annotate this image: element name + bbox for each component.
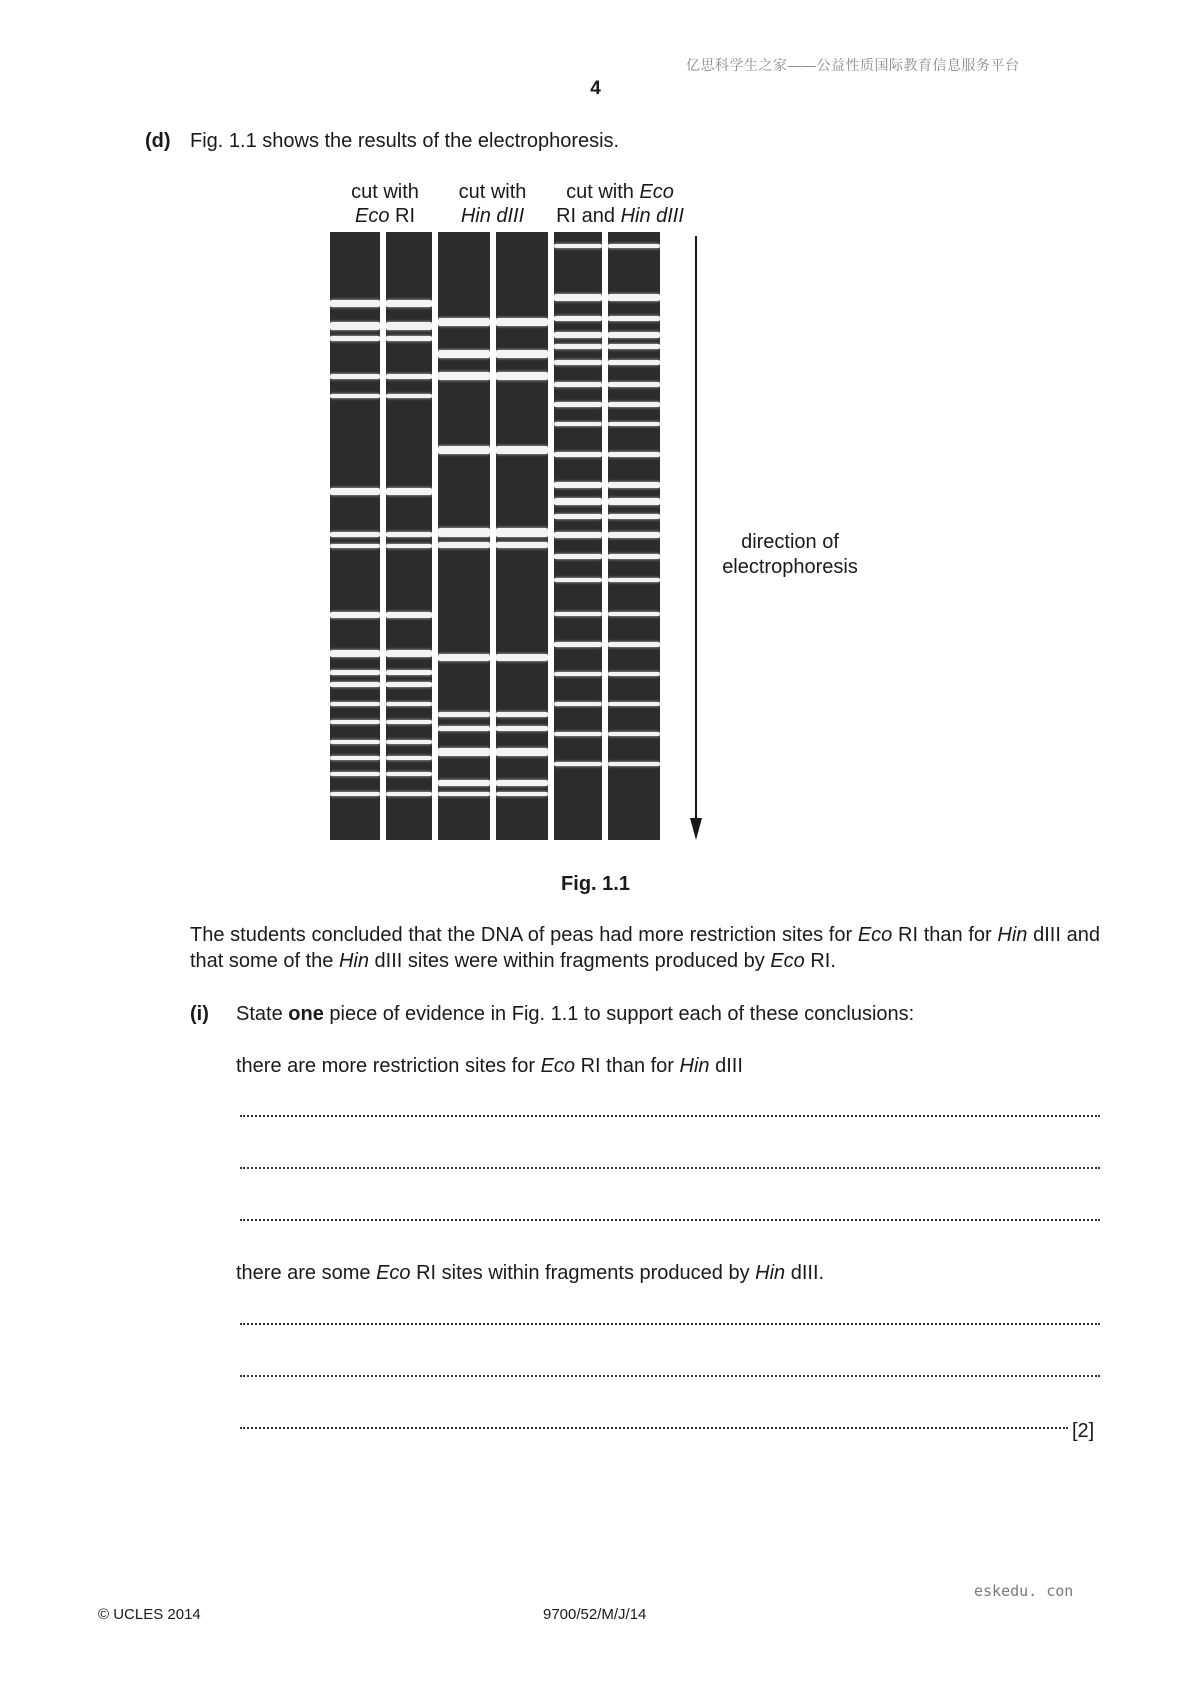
gel-lane-6 bbox=[608, 232, 660, 840]
question-d-text: Fig. 1.1 shows the results of the electrophoresis. bbox=[190, 130, 620, 152]
footer-paper-code: 9700/52/M/J/14 bbox=[543, 1606, 647, 1623]
statement-2: there are some Eco RI sites within fragments produced by Hin dIII. bbox=[236, 1262, 825, 1284]
marks-allocation: [2] bbox=[1072, 1420, 1095, 1442]
footer-copyright: © UCLES 2014 bbox=[98, 1606, 201, 1623]
answer-line-1[interactable] bbox=[240, 1113, 1100, 1117]
direction-arrow-line bbox=[695, 236, 697, 822]
column-label-ecori: cut with Eco RI bbox=[351, 181, 419, 227]
footer-watermark: eskedu. con bbox=[974, 1582, 1074, 1600]
part-i-label: (i) bbox=[190, 1003, 209, 1025]
header-watermark: 亿思科学生之家——公益性质国际教育信息服务平台 bbox=[686, 57, 1020, 73]
gel-lane-3 bbox=[438, 232, 490, 840]
answer-line-5[interactable] bbox=[240, 1373, 1100, 1377]
column-label-both: cut with Eco RI and Hin dIII bbox=[556, 181, 684, 227]
gel-lane-5 bbox=[554, 232, 602, 840]
electrophoresis-gel-image bbox=[330, 232, 660, 840]
direction-label: direction of electrophoresis bbox=[722, 531, 858, 578]
answer-line-6[interactable] bbox=[240, 1425, 1068, 1429]
part-i-question: State one piece of evidence in Fig. 1.1 to support each of these conclusions: bbox=[236, 1003, 915, 1025]
gel-lane-2 bbox=[386, 232, 432, 840]
answer-line-3[interactable] bbox=[240, 1217, 1100, 1221]
figure-caption: Fig. 1.1 bbox=[561, 873, 630, 895]
column-label-hindiii: cut with Hin dIII bbox=[458, 181, 527, 227]
answer-line-2[interactable] bbox=[240, 1165, 1100, 1169]
answer-line-4[interactable] bbox=[240, 1321, 1100, 1325]
page-number: 4 bbox=[590, 78, 601, 99]
conclusion-paragraph: The students concluded that the DNA of peas had more restriction sites for Eco RI than for Hin dIII and that some of the Hin dIII sites were within fragments produced by Eco RI. bbox=[190, 924, 1100, 972]
statement-1: there are more restriction sites for Eco RI than for Hin dIII bbox=[236, 1055, 743, 1077]
direction-arrow-head-icon bbox=[690, 818, 702, 840]
gel-lane-4 bbox=[496, 232, 548, 840]
gel-lane-1 bbox=[330, 232, 380, 840]
question-d-label: (d) bbox=[145, 130, 171, 152]
